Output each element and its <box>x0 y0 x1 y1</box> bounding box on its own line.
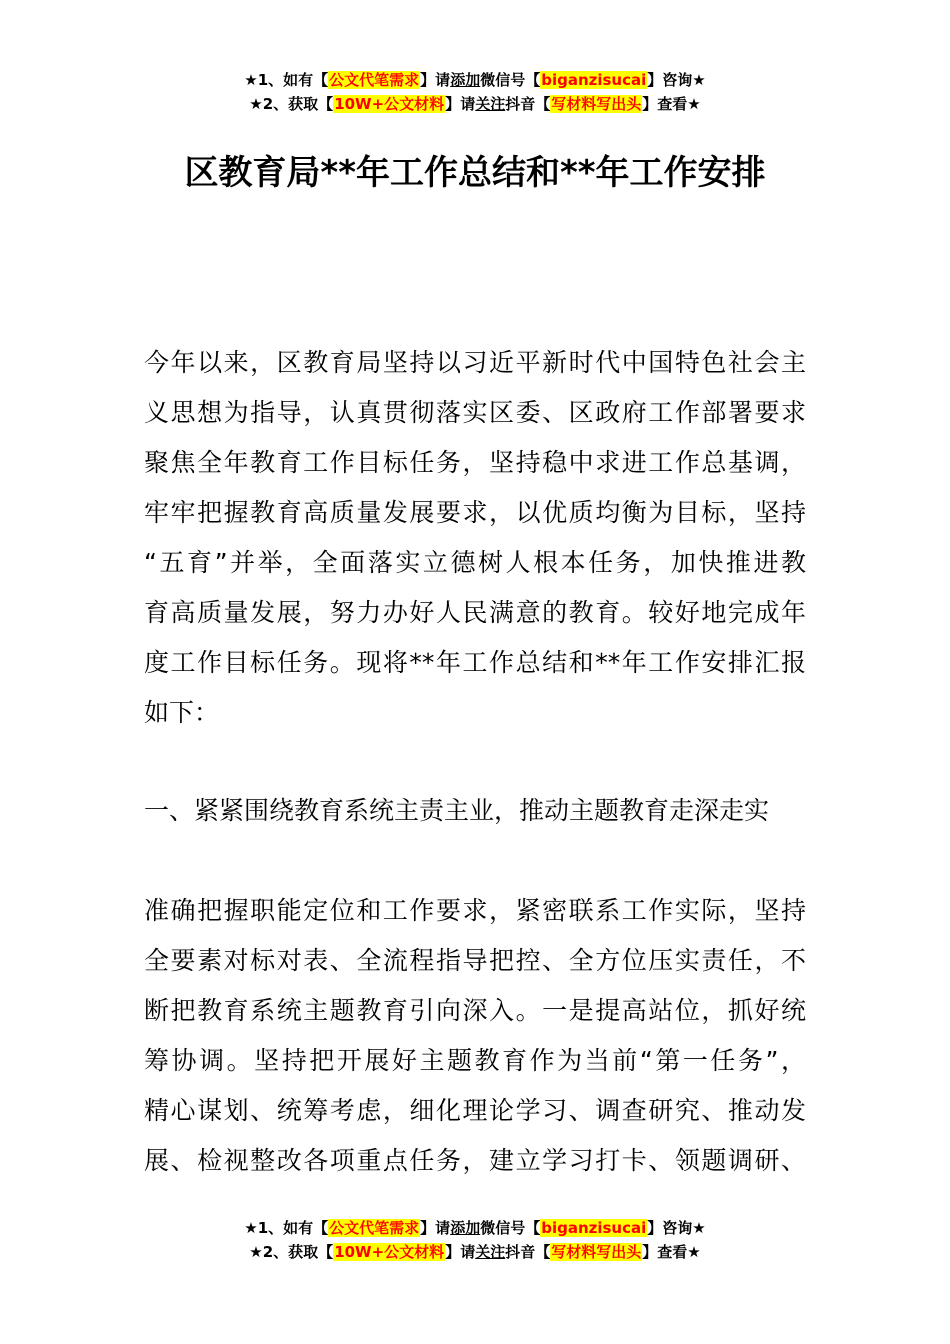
banner-text: 微信号【 <box>480 71 541 89</box>
paragraph-line: 牢牢把握教育高质量发展要求，以优质均衡为目标，坚持 <box>144 498 806 527</box>
banner-text: 抖音【 <box>505 95 551 113</box>
banner-highlight-wechat-id: biganzisucai <box>541 1219 647 1237</box>
section-heading <box>144 786 806 836</box>
paragraph-line: “五育”并举，全面落实立德树人根本任务，加快推进教 <box>144 548 806 577</box>
banner-highlight-materials: 10W+公文材料 <box>334 95 445 113</box>
document-title: 区教育局**年工作总结和**年工作安排 <box>184 153 766 193</box>
banner-text: ★2、获取【 <box>249 95 334 113</box>
banner-highlight-service: 公文代笔需求 <box>329 71 420 89</box>
paragraph-line: 精心谋划、统筹考虑，细化理论学习、调查研究、推动发 <box>144 1096 806 1125</box>
banner-text: 】查看★ <box>642 95 701 113</box>
paragraph-line: 全要素对标对表、全流程指导把控、全方位压实责任，不 <box>144 946 806 975</box>
banner-text: ★1、如有【 <box>244 71 329 89</box>
banner-underline-follow: 关注 <box>475 95 506 113</box>
banner-text: 】咨询★ <box>647 1219 706 1237</box>
banner-line-2 <box>0 1240 950 1264</box>
banner-text: ★2、获取【 <box>249 1243 334 1261</box>
banner-text: 】请 <box>420 1219 451 1237</box>
paragraph-line: 展、检视整改各项重点任务，建立学习打卡、领题调研、 <box>144 1146 806 1175</box>
banner-highlight-wechat-id: biganzisucai <box>541 71 647 89</box>
banner-line-1 <box>0 68 950 92</box>
paragraph-line: 聚焦全年教育工作目标任务，坚持稳中求进工作总基调， <box>144 448 806 477</box>
banner-highlight-materials: 10W+公文材料 <box>334 1243 445 1261</box>
paragraph-line: 筹协调。坚持把开展好主题教育作为当前“第一任务”， <box>144 1046 806 1075</box>
paragraph-line: 如下： <box>144 698 220 727</box>
footer-banner <box>0 1216 950 1264</box>
section-paragraph <box>144 886 806 1186</box>
banner-highlight-douyin: 写材料写出头 <box>551 95 642 113</box>
banner-highlight-douyin: 写材料写出头 <box>551 1243 642 1261</box>
paragraph-line: 度工作目标任务。现将**年工作总结和**年工作安排汇报 <box>144 648 806 677</box>
banner-underline-add: 添加 <box>450 71 481 89</box>
paragraph-line: 育高质量发展，努力办好人民满意的教育。较好地完成年 <box>144 598 806 627</box>
intro-paragraph <box>144 338 806 738</box>
banner-text: 抖音【 <box>505 1243 551 1261</box>
header-banner <box>0 68 950 116</box>
banner-highlight-service: 公文代笔需求 <box>329 1219 420 1237</box>
paragraph-line: 准确把握职能定位和工作要求，紧密联系工作实际，坚持 <box>144 896 806 925</box>
banner-text: 】请 <box>420 71 451 89</box>
banner-text: 】咨询★ <box>647 71 706 89</box>
banner-underline-follow: 关注 <box>475 1243 506 1261</box>
paragraph-line: 义思想为指导，认真贯彻落实区委、区政府工作部署要求 <box>144 398 806 427</box>
banner-line-2 <box>0 92 950 116</box>
banner-text: 】请 <box>445 95 476 113</box>
banner-text: 】查看★ <box>642 1243 701 1261</box>
paragraph-line: 断把教育系统主题教育引向深入。一是提高站位，抓好统 <box>144 996 806 1025</box>
banner-line-1 <box>0 1216 950 1240</box>
banner-text: 微信号【 <box>480 1219 541 1237</box>
paragraph-line: 今年以来，区教育局坚持以习近平新时代中国特色社会主 <box>144 348 806 377</box>
banner-underline-add: 添加 <box>450 1219 481 1237</box>
banner-text: 】请 <box>445 1243 476 1261</box>
banner-text: ★1、如有【 <box>244 1219 329 1237</box>
section-heading-text: 一、紧紧围绕教育系统主责主业，推动主题教育走深走实 <box>144 796 770 825</box>
